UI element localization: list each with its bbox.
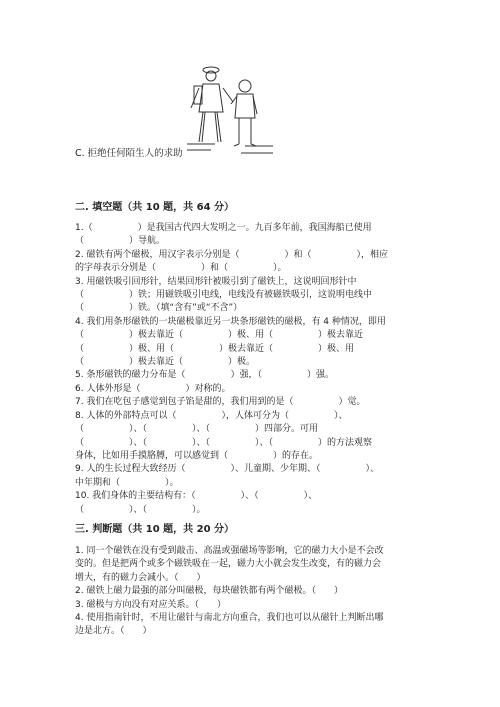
- section-title-true-false: 三. 判断题（共 10 题，共 20 分）: [75, 524, 235, 535]
- question-line: 8. 人体的外部特点可以（ ），人体可分为（ ）、: [75, 410, 348, 421]
- question-line: 2. 磁铁上磁力最强的部分叫磁极，每块磁铁都有两个磁极。（ ）: [75, 586, 343, 597]
- question-line: 3. 用磁铁吸引回形针，结果回形针被吸引到了磁铁上，这说明回形针中: [75, 276, 357, 287]
- fill-in-questions: [75, 222, 425, 517]
- figures-helping-illustration: [185, 62, 275, 160]
- question-line: （ ）极去靠近（ ）极。: [75, 357, 256, 368]
- question-line: 4. 使用指南针时，不用让磁针与南北方向重合，我们也可以从磁针上判断出哪: [75, 613, 384, 624]
- question-line: 的字母表示分别是（ ）和（ ）。: [75, 263, 287, 274]
- question-line: （ ）导航。: [75, 236, 166, 247]
- question-line: 变的。但是把两个或多个磁铁吸在一起，磁力大小就会发生改变，有的磁力会: [75, 559, 382, 570]
- question-line: 9. 人的生长过程大致经历（ ）、儿童期、少年期、（ ）、: [75, 464, 379, 475]
- question-line: 3. 磁极与方向没有对应关系。（ ）: [75, 599, 226, 610]
- question-line: （ ）、（ ）。: [75, 504, 206, 515]
- question-line: 5. 条形磁铁的磁力分布是（ ）强，（ ）强。: [75, 370, 334, 381]
- question-line: 中年期和（ ）。: [75, 477, 179, 488]
- question-line: 增大，有的磁力会减小。（ ）: [75, 572, 206, 583]
- option-c: C. 拒绝任何陌生人的求助: [75, 148, 183, 159]
- question-line: （ ）、（ ）、（ ）、（ ）的方法观察: [75, 437, 373, 448]
- question-line: （ ）、（ ）、（ ）四部分。可用: [75, 424, 319, 435]
- section-title-fill-in: 二. 填空题（共 10 题，共 64 分）: [75, 202, 235, 213]
- question-line: 2. 磁铁有两个磁极，用汉字表示分别是（ ）和（ ），相应: [75, 249, 388, 260]
- question-line: （ ）极、用（ ）极去靠近（ ）极、用: [75, 343, 355, 354]
- question-line: 边是北方。（ ）: [75, 626, 152, 637]
- question-line: （ ）铁；用磁铁吸引电线，电线没有被磁铁吸引，这说明电线中: [75, 290, 373, 301]
- question-line: 1.（ ）是我国古代四大发明之一。九百多年前，我国海船已使用: [75, 223, 372, 233]
- question-line: （ ）铁。（填“含有”或“不含”）: [75, 303, 243, 314]
- true-false-questions: [75, 545, 425, 639]
- question-line: 身体，比如用手摸胳膊，可以感觉到（ ）的存在。: [75, 450, 319, 461]
- question-line: 7. 我们在吃包子感觉到包子馅是甜的，我们用到的是（ ）觉。: [75, 397, 366, 408]
- question-line: 4. 我们用条形磁铁的一块磁极靠近另一块条形磁铁的磁极，有 4 种情况，即用: [75, 316, 386, 327]
- question-line: 1. 同一个磁铁在没有受到敲击、高温或强磁场等影响，它的磁力大小是不会改: [75, 546, 384, 556]
- question-line: 6. 人体外形是（ ）对称的。: [75, 383, 231, 394]
- question-line: （ ）极去靠近（ ）极、用（ ）极去靠近: [75, 330, 364, 341]
- question-line: 10. 我们身体的主要结构有：（ ）、（ ）、: [75, 491, 318, 502]
